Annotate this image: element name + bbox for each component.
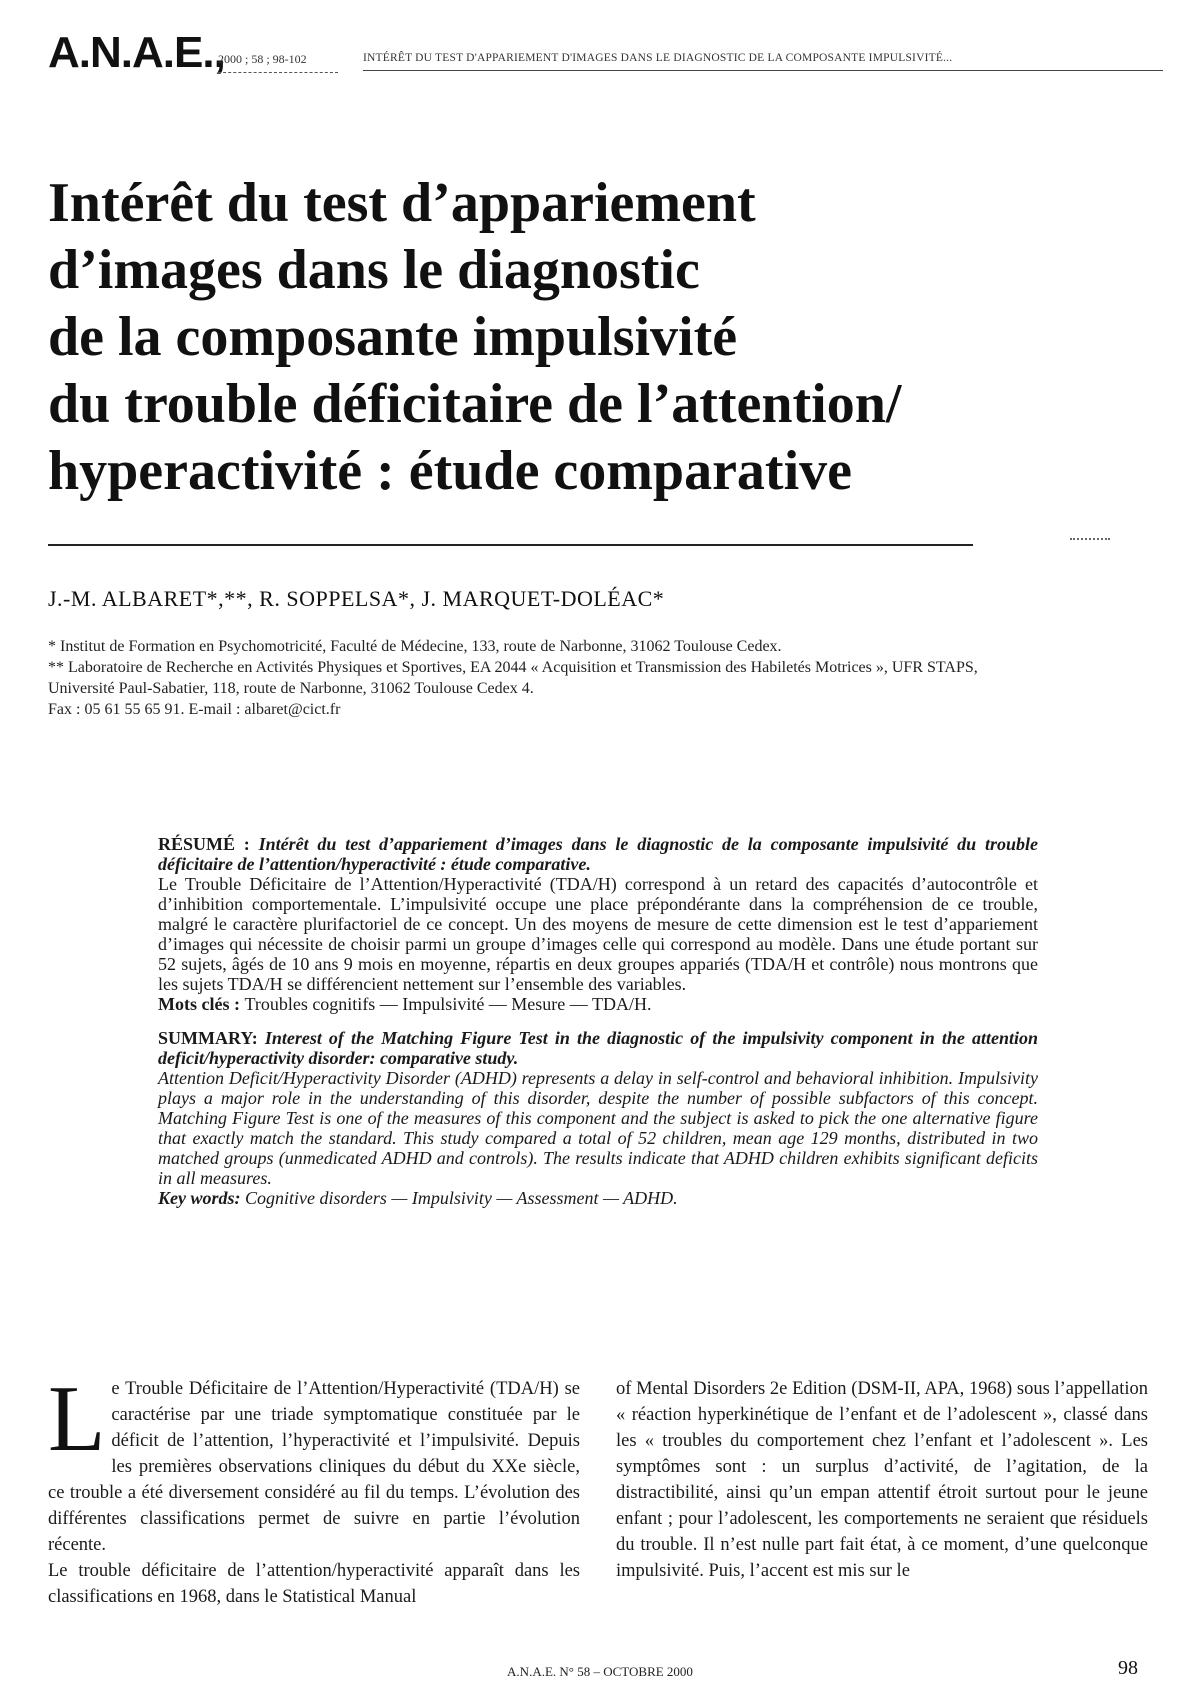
title-line: de la composante impulsivité (48, 306, 738, 368)
body-paragraph: Le trouble déficitaire de l’attention/hyperactivité apparaît dans les classifications en 1968, dans le Statistical Manual (48, 1561, 580, 1607)
citation-rule (218, 72, 338, 73)
article-title (48, 170, 1128, 505)
body-paragraph: of Mental Disorders 2e Edition (DSM-II, APA, 1968) sous l’appellation « réaction hyperkinétique de l’enfant et de l’adolescent », classé dans les « troubles du comportement chez l’enfant et l’adolescent ». Les symptômes sont : un surplus d’activité, de l’agitation, de la distractibilité, ainsi qu’un empan attentif étroit surtout pour le jeune enfant ; pour l’adolescent, les comportements ne seraient que résiduels du trouble. Il n’est nulle part fait état, à ce moment, d’une quelconque impulsivité. Puis, l’accent est mis sur le (616, 1379, 1148, 1581)
citation-reference: 2000 ; 58 ; 98-102 (218, 52, 307, 66)
paragraph-text: e Trouble Déficitaire de l’Attention/Hyperactivité (TDA/H) se caractérise par une triade symptomatique constituée par le déficit de l’attention, l’hyperactivité et l’impulsivité. Depuis les premières observations cliniques du début du XXe siècle, ce trouble a été diversement considéré au fil du temps. L’évolution des différentes classifications permet de suivre en partie l’évolution récente. (48, 1379, 580, 1555)
running-header (48, 24, 1158, 80)
page-number: 98 (1118, 1657, 1138, 1679)
body-text (48, 1367, 1148, 1607)
title-line: du trouble déficitaire de l’attention/ (48, 373, 902, 435)
affiliations (48, 636, 1048, 720)
drop-cap: L (48, 1367, 106, 1471)
title-line: hyperactivité : étude comparative (48, 440, 852, 502)
journal-logo: A.N.A.E., (48, 28, 225, 77)
resume-label: RÉSUMÉ : (158, 834, 259, 854)
title-rule-dots (1070, 538, 1110, 540)
column-left (48, 1367, 580, 1610)
keywords-label: Mots clés : (158, 994, 245, 1014)
summary-label: SUMMARY: (158, 1028, 265, 1048)
column-right (616, 1376, 1148, 1584)
resume-heading (158, 834, 1038, 874)
contact-info: Fax : 05 61 55 65 91. E-mail : albaret@cict.fr (48, 701, 341, 718)
summary-heading (158, 1028, 1038, 1068)
resume-title: Intérêt du test d’appariement d’images dans le diagnostic de la composante impulsivité du trouble déficitaire de l’attention/hyperactivité : étude comparative. (158, 834, 1038, 874)
title-line: d’images dans le diagnostic (48, 239, 700, 301)
author-list: J.-M. ALBARET*,**, R. SOPPELSA*, J. MARQUET-DOLÉAC* (48, 586, 665, 611)
affiliation-1: * Institut de Formation en Psychomotricité, Faculté de Médecine, 133, route de Narbonne, 31062 Toulouse Cedex. (48, 638, 782, 655)
resume-keywords (158, 994, 1038, 1014)
abstract-block (158, 834, 1038, 1208)
header-rule (363, 70, 1163, 71)
running-title: INTÉRÊT DU TEST D'APPARIEMENT D'IMAGES DANS LE DIAGNOSTIC DE LA COMPOSANTE IMPULSIVITÉ... (363, 52, 953, 64)
body-paragraph (48, 1367, 580, 1558)
resume-text: Le Trouble Déficitaire de l’Attention/Hyperactivité (TDA/H) correspond à un retard des capacités d’autocontrôle et d’inhibition comportementale. L’impulsivité occupe une place prépondérante dans la compréhension de ce trouble, malgré le caractère plurifactoriel de ce concept. Un des moyens de mesure de cette dimension est le test d’appariement d’images qui nécessite de choisir parmi un groupe d’images celle qui correspond au modèle. Dans une étude portant sur 52 sujets, âgés de 10 ans 9 mois en moyenne, répartis en deux groupes appariés (TDA/H et contrôle) nous montrons que les sujets TDA/H se différencient nettement sur l’ensemble des variables. (158, 874, 1038, 994)
affiliation-2: ** Laboratoire de Recherche en Activités Physiques et Sportives, EA 2044 « Acquisition et Transmission des Habiletés Motrices », UFR STAPS, Université Paul-Sabatier, 118, route de Narbonne, 31062 Toulouse Cedex 4. (48, 659, 978, 697)
title-line: Intérêt du test d’appariement (48, 172, 756, 234)
resume-block (158, 834, 1038, 1014)
footer-issue: A.N.A.E. N° 58 – OCTOBRE 2000 (507, 1664, 693, 1679)
summary-keywords (158, 1188, 1038, 1208)
key-words-label: Key words: (158, 1188, 245, 1208)
summary-text: Attention Deficit/Hyperactivity Disorder (ADHD) represents a delay in self-control and behavioral inhibition. Impulsivity plays a major role in the understanding of this disorder, despite the number of possible subfactors of this concept. Matching Figure Test is one of the measures of this component and the subject is asked to pick the one alternative figure that exactly match the standard. This study compared a total of 52 children, mean age 129 months, distributed in two matched groups (unmedicated ADHD and controls). The results indicate that ADHD children exhibits significant deficits in all measures. (158, 1068, 1038, 1188)
title-rule (48, 544, 973, 546)
key-words-text: Cognitive disorders — Impulsivity — Assessment — ADHD. (245, 1188, 678, 1208)
summary-block (158, 1028, 1038, 1208)
keywords-text: Troubles cognitifs — Impulsivité — Mesure — TDA/H. (244, 994, 652, 1014)
summary-title: Interest of the Matching Figure Test in the diagnostic of the impulsivity component in the attention deficit/hyperactivity disorder: comparative study. (158, 1028, 1038, 1068)
